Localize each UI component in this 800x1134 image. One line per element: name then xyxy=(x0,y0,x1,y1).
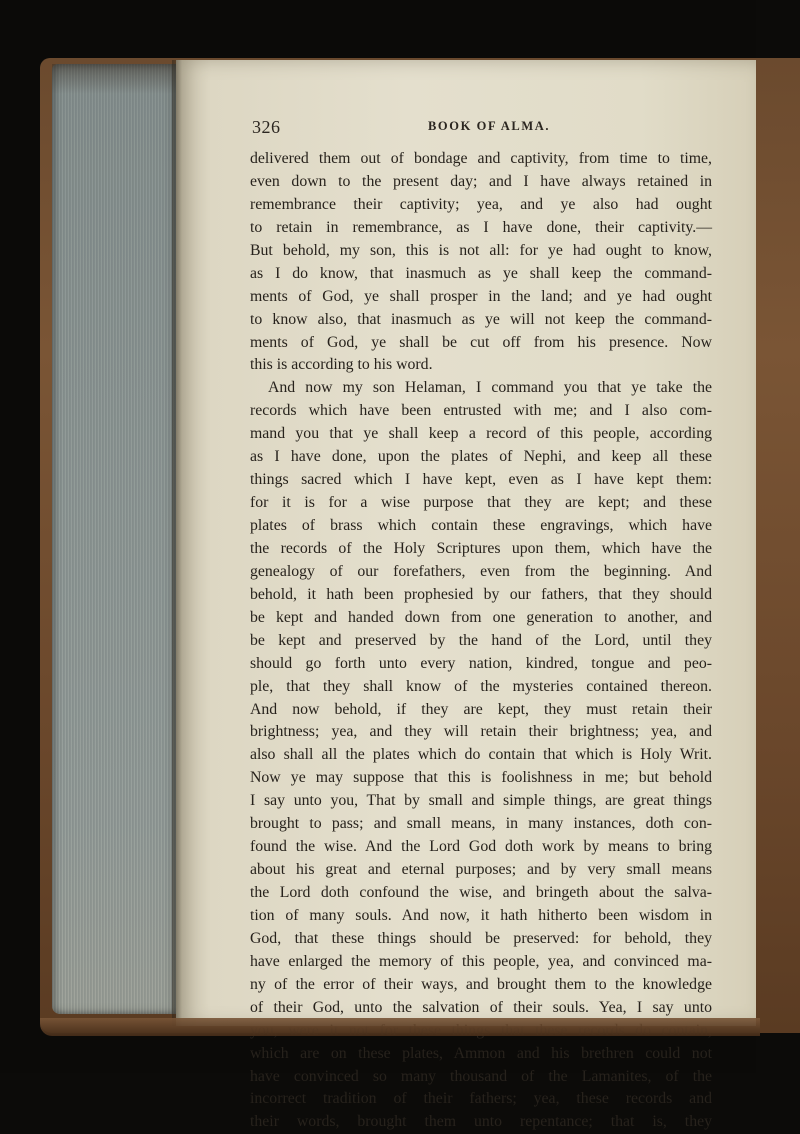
text-line: have convinced so many thousand of the Lamanites, of the xyxy=(250,1067,712,1085)
paragraph-first-line: And now my son Helaman, I command you that ye take the xyxy=(268,379,712,397)
text-line: to know also, that inasmuch as ye will not keep the command- xyxy=(250,310,712,328)
text-line: God, that these things should be preserved: for behold, they xyxy=(250,929,712,947)
text-line: brought to pass; and small means, in many instances, doth con- xyxy=(250,815,712,833)
running-head: BOOK OF ALMA. xyxy=(428,119,551,133)
text-line: genealogy of our forefathers, even from the beginning. And xyxy=(250,562,712,580)
text-line: things sacred which I have kept, even as I have kept them: xyxy=(250,471,712,489)
text-line: But behold, my son, this is not all: for ye had ought to know, xyxy=(250,241,712,259)
text-line: as I do know, that inasmuch as ye shall keep the command- xyxy=(250,264,712,282)
text-line: incorrect tradition of their fathers; yea, these records and xyxy=(250,1090,712,1108)
text-line: be kept and handed down from one generation to another, and xyxy=(250,608,712,626)
text-line: mand you that ye shall keep a record of this people, according xyxy=(250,425,712,443)
text-line: records which have been entrusted with me; and I also com- xyxy=(250,402,712,420)
text-line: found the wise. And the Lord God doth work by means to bring xyxy=(250,838,712,856)
text-line: And now behold, if they are kept, they must retain their xyxy=(250,700,712,718)
text-line: which are on these plates, Ammon and his brethren could not xyxy=(250,1044,712,1062)
text-line: brightness; yea, and they will retain their brightness; yea, and xyxy=(250,723,712,741)
text-line: have enlarged the memory of this people, yea, and convinced ma- xyxy=(250,952,712,970)
text-line: the Lord doth confound the wise, and bringeth about the salva- xyxy=(250,884,712,901)
text-line: also shall all the plates which do contain that which is Holy Writ. xyxy=(250,746,712,764)
text-line: their words, brought them unto repentance; that is, they xyxy=(250,1113,712,1131)
cover-bottom-edge xyxy=(40,1018,760,1036)
text-line: plates of brass which contain these engravings, which have xyxy=(250,517,712,534)
paragraph-last-line: this is according to his word. xyxy=(250,356,433,374)
text-line: ny of the error of their ways, and brought them to the knowledge xyxy=(250,975,712,993)
text-line: remembrance their captivity; yea, and ye also had ought xyxy=(250,195,712,213)
text-line: for it is for a wise purpose that they are kept; and these xyxy=(250,494,712,512)
text-line: ple, that they shall know of the mysteries contained thereon. xyxy=(250,677,712,695)
page-number: 326 xyxy=(252,117,281,137)
text-line: I say unto you, That by small and simple things, are great things xyxy=(250,792,712,810)
text-line: of their God, unto the salvation of their souls. Yea, I say unto xyxy=(250,998,712,1016)
text-line: be kept and preserved by the hand of the Lord, until they xyxy=(250,631,712,649)
text-line: ments of God, ye shall prosper in the land; and ye had ought xyxy=(250,287,712,305)
text-line: behold, it hath been prophesied by our fathers, that they should xyxy=(250,585,712,603)
text-line: Now ye may suppose that this is foolishness in me; but behold xyxy=(250,769,712,787)
text-line: should go forth unto every nation, kindred, tongue and peo- xyxy=(250,654,712,672)
text-line: even down to the present day; and I have always retained in xyxy=(250,172,712,190)
text-line: the records of the Holy Scriptures upon them, which have the xyxy=(250,539,712,557)
text-line: to retain in remembrance, as I have done, their captivity.— xyxy=(250,218,712,236)
text-line: tion of many souls. And now, it hath hitherto been wisdom in xyxy=(250,906,712,924)
page-body-text xyxy=(250,148,712,1134)
text-line: as I have done, upon the plates of Nephi, and keep all these xyxy=(250,448,712,466)
text-line: delivered them out of bondage and captivity, from time to time, xyxy=(250,150,712,167)
page-gutter-shadow xyxy=(172,60,182,1026)
text-line: about his great and eternal purposes; and by very small means xyxy=(250,861,712,879)
text-line: ments of God, ye shall be cut off from his presence. Now xyxy=(250,333,712,351)
page-fore-edge xyxy=(52,64,180,1014)
page-header xyxy=(252,117,712,137)
